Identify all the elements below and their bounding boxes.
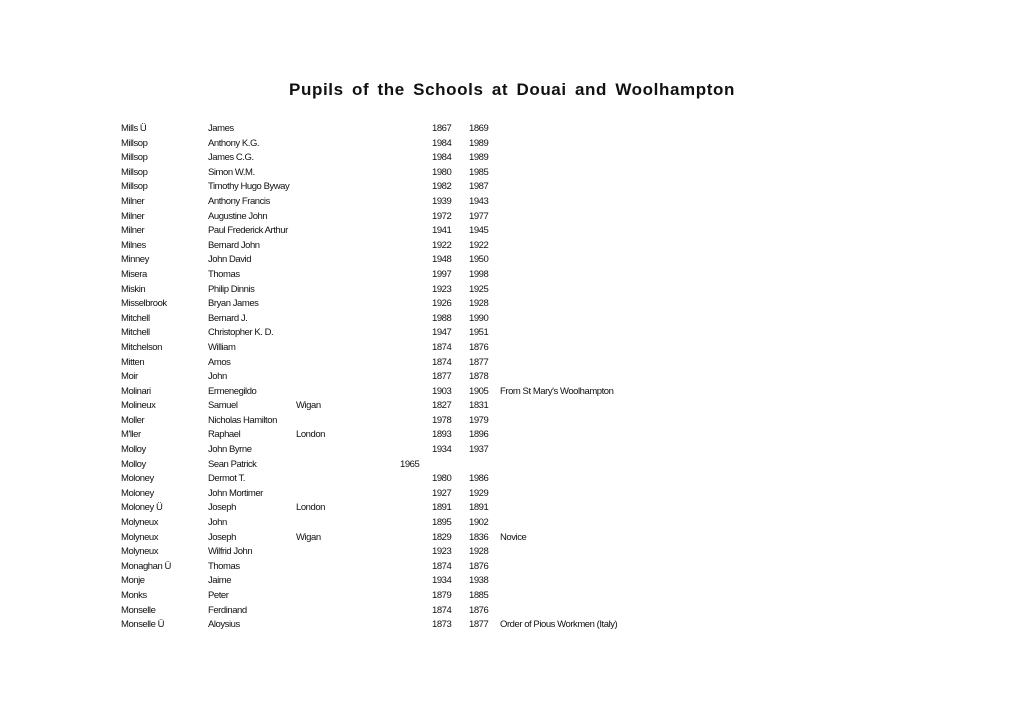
year-to-cell: 1986 (469, 473, 489, 485)
year-from-cell: 1972 (432, 210, 452, 222)
year-from-cell: 1948 (432, 254, 452, 266)
year-to-cell: 1979 (469, 414, 489, 426)
list-item (0, 356, 1024, 371)
year-to-cell: 1977 (469, 210, 489, 222)
year-to-cell: 1836 (469, 531, 489, 543)
year-from-cell: 1922 (432, 239, 452, 251)
year-to-cell: 1950 (469, 254, 489, 266)
forename-cell: Amos (208, 356, 231, 368)
surname-cell: Molloy (121, 444, 146, 456)
list-item (0, 137, 1024, 152)
surname-cell: Milner (121, 195, 145, 207)
year-to-cell: 1876 (469, 341, 489, 353)
list-item (0, 370, 1024, 385)
forename-cell: John (208, 517, 227, 529)
forename-cell: Aloysius (208, 619, 240, 631)
surname-cell: Molloy (121, 458, 146, 470)
year-from-cell: 1827 (432, 400, 452, 412)
surname-cell: Mills Ü (121, 123, 147, 134)
surname-cell: Millsop (121, 137, 148, 149)
surname-cell: Moloney (121, 473, 154, 485)
year-from-cell: 1934 (432, 575, 452, 587)
list-item (0, 574, 1024, 589)
surname-cell: Misera (121, 268, 147, 280)
list-item (0, 516, 1024, 531)
surname-cell: Mitchell (121, 312, 150, 324)
forename-cell: John David (208, 254, 252, 266)
list-item (0, 122, 1024, 137)
year-to-cell: 1985 (469, 166, 489, 178)
year-from-cell: 1867 (432, 123, 452, 134)
year-to-cell: 1928 (469, 546, 489, 558)
year-from-cell: 1874 (432, 341, 452, 353)
list-item (0, 399, 1024, 414)
year-from-cell: 1891 (432, 502, 452, 514)
year-to-cell: 1951 (469, 327, 489, 339)
surname-cell: Miskin (121, 283, 146, 295)
list-item (0, 166, 1024, 181)
forename-cell: Anthony K.G. (208, 137, 260, 149)
year-from-cell: 1923 (432, 546, 452, 558)
year-to-cell: 1990 (469, 312, 489, 324)
year-to-cell: 1891 (469, 502, 489, 514)
list-item (0, 224, 1024, 239)
year-from-cell: 1934 (432, 444, 452, 456)
forename-cell: Timothy Hugo Byway (208, 181, 290, 193)
forename-cell: Christopher K. D. (208, 327, 274, 339)
year-from-cell: 1895 (432, 517, 452, 529)
list-item (0, 545, 1024, 560)
place-cell: Wigan (296, 531, 321, 543)
list-item (0, 501, 1024, 516)
year-from-cell: 1988 (432, 312, 452, 324)
list-item (0, 604, 1024, 619)
surname-cell: Misselbrook (121, 298, 167, 310)
year-to-cell: 1987 (469, 181, 489, 193)
year-from-cell: 1980 (432, 166, 452, 178)
year-to-cell: 1885 (469, 590, 489, 601)
year-from-cell: 1873 (432, 619, 452, 631)
surname-cell: Moir (121, 371, 138, 383)
surname-cell: Mitchell (121, 327, 150, 339)
list-item (0, 414, 1024, 429)
surname-cell: Moller (121, 414, 145, 426)
forename-cell: James (208, 123, 234, 134)
forename-cell: Nicholas Hamilton (208, 414, 277, 426)
year-from-cell: 1941 (432, 225, 452, 237)
forename-cell: Peter (208, 590, 229, 601)
surname-cell: Mitchelson (121, 341, 162, 353)
forename-cell: Augustine John (208, 210, 268, 222)
year-to-cell: 1877 (469, 619, 489, 631)
surname-cell: Millsop (121, 166, 148, 178)
year-from-cell: 1982 (432, 181, 452, 193)
year-from-cell: 1926 (432, 298, 452, 310)
year-from-cell: 1903 (432, 385, 452, 397)
surname-cell: Millsop (121, 152, 148, 164)
forename-cell: Bernard John (208, 239, 260, 251)
list-item (0, 312, 1024, 327)
year-from-cell: 1877 (432, 371, 452, 383)
list-item (0, 428, 1024, 443)
note-cell: Novice (500, 531, 527, 543)
year-to-cell: 1937 (469, 444, 489, 456)
forename-cell: Raphael (208, 429, 241, 441)
surname-cell: Monselle (121, 604, 156, 616)
list-item (0, 268, 1024, 283)
year-to-cell: 1922 (469, 239, 489, 251)
year-from-cell: 1965 (400, 458, 420, 470)
year-to-cell: 1878 (469, 371, 489, 383)
surname-cell: Mitten (121, 356, 145, 368)
place-cell: London (296, 502, 326, 514)
note-cell: Order of Pious Workmen (Italy) (500, 619, 618, 631)
year-to-cell: 1902 (469, 517, 489, 529)
forename-cell: Thomas (208, 268, 240, 280)
list-item (0, 180, 1024, 195)
surname-cell: Minney (121, 254, 149, 266)
year-from-cell: 1893 (432, 429, 452, 441)
year-to-cell: 1831 (469, 400, 489, 412)
forename-cell: John Mortimer (208, 487, 263, 499)
year-from-cell: 1923 (432, 283, 452, 295)
surname-cell: Millsop (121, 181, 148, 193)
surname-cell: Molyneux (121, 517, 159, 529)
year-to-cell: 1876 (469, 604, 489, 616)
forename-cell: Thomas (208, 560, 240, 572)
year-from-cell: 1939 (432, 195, 452, 207)
year-to-cell: 1989 (469, 137, 489, 149)
year-to-cell: 1905 (469, 385, 489, 397)
forename-cell: Simon W.M. (208, 166, 255, 178)
year-from-cell: 1984 (432, 137, 452, 149)
year-from-cell: 1879 (432, 590, 452, 601)
forename-cell: James C.G. (208, 152, 254, 164)
surname-cell: Milner (121, 225, 145, 237)
surname-cell: Milner (121, 210, 145, 222)
forename-cell: Anthony Francis (208, 195, 270, 207)
year-from-cell: 1874 (432, 604, 452, 616)
year-to-cell: 1998 (469, 268, 489, 280)
list-item (0, 560, 1024, 575)
forename-cell: Joseph (208, 502, 236, 514)
list-item (0, 283, 1024, 298)
year-to-cell: 1925 (469, 283, 489, 295)
forename-cell: Sean Patrick (208, 458, 257, 470)
surname-cell: Milnes (121, 239, 146, 251)
list-item (0, 443, 1024, 458)
list-item (0, 239, 1024, 254)
forename-cell: Joseph (208, 531, 236, 543)
surname-cell: Moloney (121, 487, 154, 499)
list-item (0, 618, 1024, 633)
year-to-cell: 1876 (469, 560, 489, 572)
year-to-cell: 1928 (469, 298, 489, 310)
list-item (0, 589, 1024, 604)
place-cell: London (296, 429, 326, 441)
year-from-cell: 1829 (432, 531, 452, 543)
year-from-cell: 1980 (432, 473, 452, 485)
forename-cell: Bryan James (208, 298, 259, 310)
forename-cell: John (208, 371, 227, 383)
list-item (0, 472, 1024, 487)
year-to-cell: 1938 (469, 575, 489, 587)
note-cell: From St Mary's Woolhampton (500, 385, 614, 397)
surname-cell: Monks (121, 590, 147, 601)
list-item (0, 531, 1024, 546)
year-from-cell: 1874 (432, 356, 452, 368)
year-from-cell: 1997 (432, 268, 452, 280)
year-to-cell: 1943 (469, 195, 489, 207)
forename-cell: Wilfrid John (208, 546, 253, 558)
year-to-cell: 1929 (469, 487, 489, 499)
list-item (0, 385, 1024, 400)
forename-cell: Philip Dinnis (208, 283, 255, 295)
surname-cell: Molineux (121, 400, 156, 412)
surname-cell: Monaghan Ü (121, 560, 171, 572)
list-item (0, 210, 1024, 225)
list-item (0, 487, 1024, 502)
year-from-cell: 1947 (432, 327, 452, 339)
forename-cell: Jaime (208, 575, 232, 587)
year-to-cell: 1896 (469, 429, 489, 441)
surname-cell: Molyneux (121, 531, 159, 543)
year-from-cell: 1978 (432, 414, 452, 426)
forename-cell: Samuel (208, 400, 238, 412)
page-title: Pupils of the Schools at Douai and Woolhampton (289, 80, 735, 99)
surname-cell: M'ller (121, 429, 141, 441)
year-to-cell: 1989 (469, 152, 489, 164)
list-item (0, 253, 1024, 268)
forename-cell: John Byrne (208, 444, 252, 456)
pupil-list (0, 122, 1024, 633)
list-item (0, 151, 1024, 166)
forename-cell: Paul Frederick Arthur (208, 225, 288, 237)
surname-cell: Monselle Ü (121, 619, 165, 631)
place-cell: Wigan (296, 400, 321, 412)
surname-cell: Molyneux (121, 546, 159, 558)
year-from-cell: 1874 (432, 560, 452, 572)
list-item (0, 341, 1024, 356)
surname-cell: Molinari (121, 385, 151, 397)
surname-cell: Monje (121, 575, 145, 587)
year-from-cell: 1984 (432, 152, 452, 164)
surname-cell: Moloney Ü (121, 502, 163, 514)
year-to-cell: 1945 (469, 225, 489, 237)
forename-cell: William (208, 341, 236, 353)
list-item (0, 195, 1024, 210)
list-item (0, 297, 1024, 312)
list-item (0, 326, 1024, 341)
forename-cell: Bernard J. (208, 312, 248, 324)
list-item (0, 458, 1024, 473)
year-from-cell: 1927 (432, 487, 452, 499)
forename-cell: Dermot T. (208, 473, 245, 485)
forename-cell: Ferdinand (208, 604, 247, 616)
year-to-cell: 1869 (469, 123, 489, 134)
forename-cell: Ermenegildo (208, 385, 257, 397)
year-to-cell: 1877 (469, 356, 489, 368)
